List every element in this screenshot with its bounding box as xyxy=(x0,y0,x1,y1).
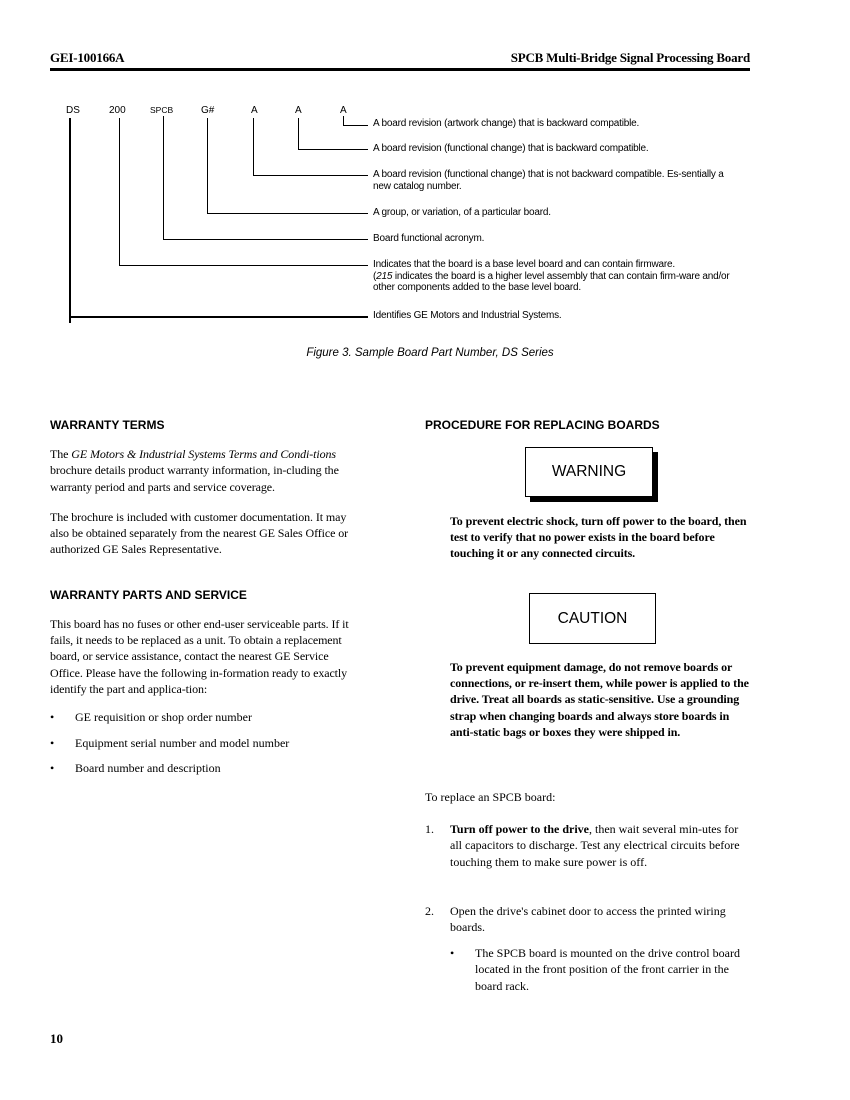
step-text: Open the drive's cabinet door to access the printed wiring boards. xyxy=(450,904,726,935)
step-2-sub-bullet xyxy=(450,945,750,994)
replace-intro: To replace an SPCB board: xyxy=(425,790,556,804)
code-rev-functional-compatible: A xyxy=(295,105,302,116)
code-ds: DS xyxy=(66,105,80,116)
document-id: GEI-100166A xyxy=(50,50,125,65)
step-text: , then wait several min-utes for all capacitors to discharge. Test any electrical circuits before touching them to make sure power is off. xyxy=(450,822,740,869)
warranty-terms-heading: WARRANTY TERMS xyxy=(50,418,165,432)
desc-paren: ( xyxy=(373,270,377,282)
warning-label: WARNING xyxy=(551,463,627,480)
code-group: G# xyxy=(201,105,215,116)
list-item xyxy=(50,709,360,725)
brochure-title: GE Motors & Industrial Systems Terms and Condi-tions xyxy=(71,447,336,461)
code-rev-functional-incompatible: A xyxy=(251,105,258,116)
bullet-icon: • xyxy=(450,946,455,960)
desc-ge-identifier: Identifies GE Motors and Industrial Systems. xyxy=(373,310,562,321)
warranty-terms-paragraph-1 xyxy=(50,446,360,495)
connector-line xyxy=(298,149,368,150)
connector-line xyxy=(69,118,71,323)
procedure-heading: PROCEDURE FOR REPLACING BOARDS xyxy=(425,418,660,432)
connector-line xyxy=(163,116,164,240)
right-column xyxy=(425,418,750,446)
caution-label: CAUTION xyxy=(557,610,628,627)
caution-box xyxy=(529,593,656,644)
desc-acronym: Board functional acronym. xyxy=(373,233,485,244)
caution-text: To prevent equipment damage, do not remove boards or connections, or re-insert them, while power is applied to the drive. Treat all boards as static-sensitive. Use a grounding strap when changing boards and always store boards in anti-static bags or boxes they were shipped in. xyxy=(450,660,749,739)
required-info-list xyxy=(50,709,360,776)
warranty-parts-heading: WARRANTY PARTS AND SERVICE xyxy=(50,587,247,602)
step-1 xyxy=(425,821,750,870)
connector-line xyxy=(343,125,368,126)
list-item-text: GE requisition or shop order number xyxy=(75,710,252,725)
code-rev-artwork: A xyxy=(340,105,347,116)
bullet-icon: • xyxy=(50,735,55,750)
document-title: SPCB Multi-Bridge Signal Processing Board xyxy=(510,50,750,65)
page-number: 10 xyxy=(50,1031,63,1046)
figure-caption: Figure 3. Sample Board Part Number, DS Series xyxy=(306,347,554,359)
connector-line xyxy=(207,213,368,214)
sub-bullet-text: The SPCB board is mounted on the drive control board located in the front position of the front carrier in the board rack. xyxy=(475,946,740,993)
step-number: 1. xyxy=(425,822,434,836)
code-spcb: SPCB xyxy=(150,105,174,115)
connector-line xyxy=(253,175,368,176)
text-run: brochure details product warranty information, in-cluding the warranty period and parts and service coverage. xyxy=(50,463,339,494)
text-run: The xyxy=(50,447,72,461)
connector-line xyxy=(163,239,368,240)
connector-line xyxy=(298,118,299,150)
desc-rev-functional-compatible: A board revision (functional change) that is backward compatible. xyxy=(373,143,649,154)
bullet-icon: • xyxy=(50,710,55,725)
desc-base-level xyxy=(373,259,753,294)
desc-higher-level: indicates the board is a higher level assembly that can contain firm-ware and/or other components added to the base level board. xyxy=(373,270,730,293)
connector-line xyxy=(253,118,254,176)
step-2 xyxy=(425,903,750,936)
list-item-text: Equipment serial number and model number xyxy=(75,735,290,750)
step-number: 2. xyxy=(425,904,434,918)
connector-line xyxy=(119,118,120,266)
desc-group: A group, or variation, of a particular board. xyxy=(373,207,551,218)
warranty-terms-paragraph-2: The brochure is included with customer documentation. It may also be obtained separately from the nearest GE Sales Office or authorized GE Sales Representative. xyxy=(50,509,349,557)
list-item xyxy=(50,735,360,751)
code-200: 200 xyxy=(109,105,126,116)
connector-line xyxy=(207,118,208,214)
step-emphasis: Turn off power to the drive xyxy=(450,822,589,836)
desc-base-level-line1: Indicates that the board is a base level board and can contain firmware. xyxy=(373,259,675,270)
left-column xyxy=(50,418,360,786)
list-item xyxy=(50,760,360,776)
connector-line xyxy=(119,265,368,266)
connector-line xyxy=(69,316,368,318)
list-item-text: Board number and description xyxy=(75,761,221,776)
desc-rev-functional-incompatible: A board revision (functional change) that is not backward compatible. Es-sentially a new catalog number. xyxy=(373,169,724,192)
header-rule xyxy=(50,68,750,71)
desc-rev-artwork: A board revision (artwork change) that is backward compatible. xyxy=(373,118,640,129)
warning-text: To prevent electric shock, turn off power to the board, then test to verify that no power exists in the board before touching it or any connected circuits. xyxy=(450,514,747,561)
desc-215: 215 xyxy=(376,270,393,282)
bullet-icon: • xyxy=(50,761,55,776)
warning-box xyxy=(525,447,653,497)
warranty-parts-paragraph: This board has no fuses or other end-user serviceable parts. If it fails, it needs to be replaced as a unit. To obtain a replacement board, or service assistance, contact the nearest GE Service Office. Please have the following in-formation ready to exactly identify the part and applica-tion: xyxy=(50,616,349,696)
